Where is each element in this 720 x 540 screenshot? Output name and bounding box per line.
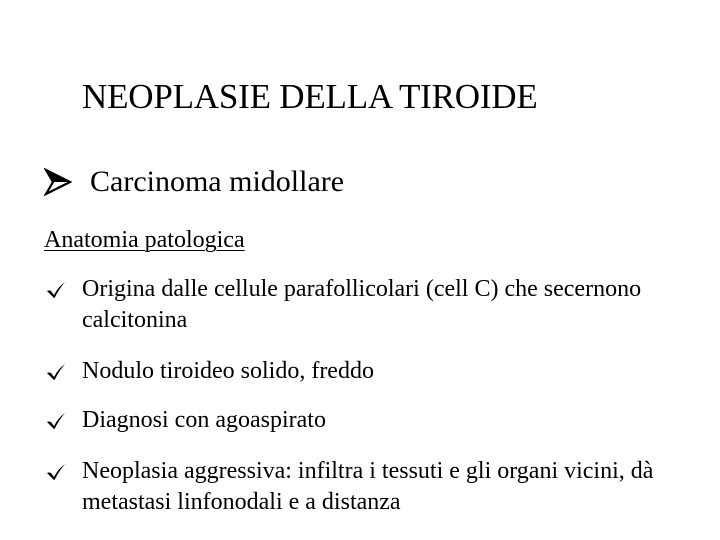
checkmark-icon: [46, 281, 66, 299]
slide-title: NEOPLASIE DELLA TIROIDE: [82, 77, 538, 116]
checkmark-icon: [46, 463, 66, 481]
bullet-text: Diagnosi con agoaspirato: [82, 407, 326, 433]
checkmark-icon: [46, 412, 66, 430]
bullet-text: Neoplasia aggressiva: infiltra i tessuti e gli organi vicini, dà metastasi linfonodali e a distanza: [82, 458, 654, 515]
arrowhead-bullet-icon: [44, 168, 72, 196]
bullet-text: Origina dalle cellule parafollicolari (cell C) che secernono calcitonina: [82, 276, 642, 333]
bullet-text: Nodulo tiroideo solido, freddo: [82, 358, 374, 384]
section-heading: Anatomia patologica: [44, 227, 245, 253]
checkmark-icon: [46, 363, 66, 381]
subtitle-text: Carcinoma midollare: [90, 165, 345, 198]
